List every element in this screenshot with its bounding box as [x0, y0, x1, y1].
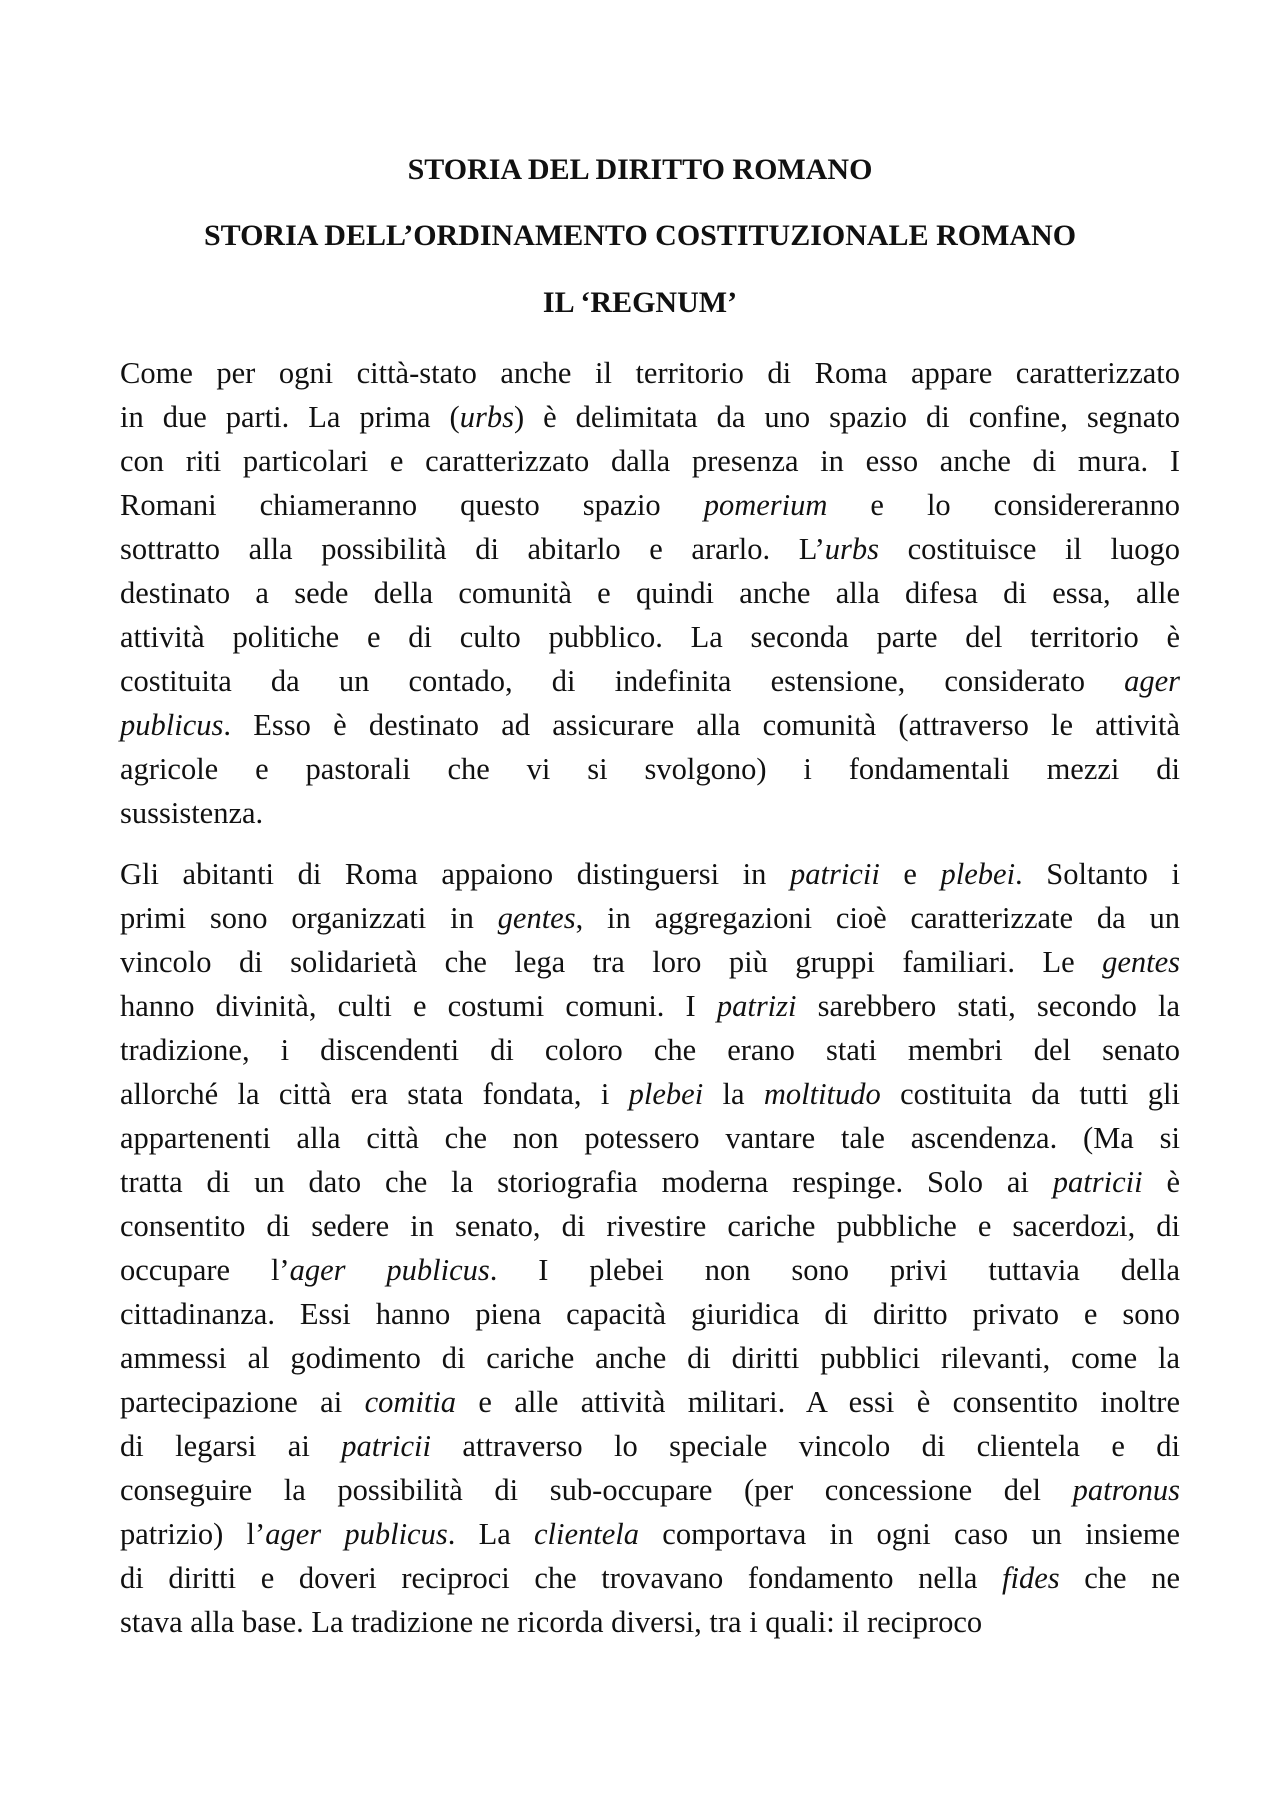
text-line: [120, 1248, 1180, 1292]
text-line: tradizione, i discendenti di coloro che erano stati membri del senato: [120, 1033, 1180, 1067]
text-segment: costituita da un contado, di indefinita estensione, considerato: [120, 664, 1125, 698]
text-segment: di legarsi ai: [120, 1429, 342, 1463]
italic-term: ager: [1124, 664, 1180, 698]
text-line: [120, 1556, 1180, 1600]
italic-term: gentes: [497, 901, 576, 935]
text-line: [120, 1468, 1180, 1512]
text-line: [120, 852, 1180, 896]
text-line: [120, 483, 1180, 527]
text-segment: e lo considereranno: [827, 488, 1180, 522]
italic-term: fides: [1002, 1561, 1060, 1595]
paragraph-inhabitants: [120, 852, 1180, 1644]
text-line: appartenenti alla città che non potessero vantare tale ascendenza. (Ma si: [120, 1121, 1180, 1155]
document-title: STORIA DEL DIRITTO ROMANO: [407, 153, 873, 186]
text-segment: e: [879, 857, 941, 891]
italic-term: urbs: [824, 532, 879, 566]
text-segment: e alle attività militari. A essi è consentito inoltre: [456, 1385, 1180, 1419]
text-line: cittadinanza. Essi hanno piena capacità giuridica di diritto privato e sono: [120, 1297, 1180, 1331]
italic-term: patrizi: [716, 989, 797, 1023]
text-segment: , in aggregazioni cioè caratterizzate da un: [575, 901, 1180, 935]
text-line: [120, 395, 1180, 439]
text-segment: vincolo di solidarietà che lega tra loro più gruppi familiari. Le: [120, 945, 1103, 979]
text-line: destinato a sede della comunità e quindi anche alla difesa di essa, alle: [120, 576, 1180, 610]
italic-term: plebei: [628, 1077, 704, 1111]
text-line: [120, 984, 1180, 1028]
text-line: [120, 659, 1180, 703]
text-segment: Romani chiameranno questo spazio: [120, 488, 704, 522]
text-line: [120, 703, 1180, 747]
text-segment: sarebbero stati, secondo la: [796, 989, 1180, 1023]
text-line: ammessi al godimento di cariche anche di diritti pubblici rilevanti, come la: [120, 1341, 1180, 1375]
text-line: consentito di sedere in senato, di rivestire cariche pubbliche e sacerdozi, di: [120, 1209, 1180, 1243]
italic-term: plebei: [940, 857, 1016, 891]
italic-term: pomerium: [703, 488, 828, 522]
text-segment: la: [703, 1077, 764, 1111]
text-segment: tratta di un dato che la storiografia moderna respinge. Solo ai: [120, 1165, 1053, 1199]
text-segment: . Esso è destinato ad assicurare alla comunità (attraverso le attività: [223, 708, 1180, 742]
italic-term: gentes: [1102, 945, 1180, 979]
text-line: [120, 527, 1180, 571]
italic-term: ager publicus: [289, 1253, 490, 1287]
italic-term: moltitudo: [763, 1077, 881, 1111]
text-segment: primi sono organizzati in: [120, 901, 498, 935]
italic-term: urbs: [459, 400, 514, 434]
italic-term: publicus: [120, 708, 224, 742]
text-line: [120, 1424, 1180, 1468]
text-segment: ) è delimitata da uno spazio di confine, segnato: [513, 400, 1180, 434]
text-segment: sottratto alla possibilità di abitarlo e ararlo. L’: [120, 532, 825, 566]
text-line: [120, 1072, 1180, 1116]
italic-term: patricii: [789, 857, 880, 891]
text-line: con riti particolari e caratterizzato dalla presenza in esso anche di mura. I: [120, 444, 1180, 478]
text-segment: di diritti e doveri reciproci che trovavano fondamento nella: [120, 1561, 1003, 1595]
text-segment: allorché la città era stata fondata, i: [120, 1077, 629, 1111]
text-segment: . Soltanto i: [1015, 857, 1180, 891]
paragraph-territory: [120, 351, 1180, 835]
italic-term: clientela: [534, 1517, 640, 1551]
text-segment: conseguire la possibilità di sub-occupare (per concessione del: [120, 1473, 1073, 1507]
section-heading: IL ‘REGNUM’: [542, 286, 738, 319]
body-text: [120, 351, 1180, 1644]
text-segment: attraverso lo speciale vincolo di clientela e di: [431, 1429, 1180, 1463]
text-line: agricole e pastorali che vi si svolgono) i fondamentali mezzi di: [120, 752, 1180, 786]
text-segment: costituita da tutti gli: [880, 1077, 1180, 1111]
text-segment: costituisce il luogo: [879, 532, 1180, 566]
text-line: [120, 896, 1180, 940]
italic-term: patronus: [1072, 1473, 1180, 1507]
text-line: [120, 1512, 1180, 1556]
italic-term: patricii: [341, 1429, 431, 1463]
text-line: [120, 1160, 1180, 1204]
text-segment: . La: [447, 1517, 535, 1551]
text-segment: Gli abitanti di Roma appaiono distinguersi in: [120, 857, 790, 891]
text-segment: è: [1142, 1165, 1180, 1199]
text-line: sussistenza.: [120, 796, 264, 830]
italic-term: ager publicus: [265, 1517, 448, 1551]
text-line: [120, 1380, 1180, 1424]
text-segment: che ne: [1059, 1561, 1180, 1595]
italic-term: patricii: [1052, 1165, 1143, 1199]
text-segment: in due parti. La prima (: [120, 400, 460, 434]
text-segment: partecipazione ai: [120, 1385, 365, 1419]
text-line: attività politiche e di culto pubblico. La seconda parte del territorio è: [120, 620, 1180, 654]
text-line: [120, 940, 1180, 984]
text-line: Come per ogni città-stato anche il territorio di Roma appare caratterizzato: [120, 356, 1180, 390]
text-segment: hanno divinità, culti e costumi comuni. I: [120, 989, 717, 1023]
text-segment: occupare l’: [120, 1253, 290, 1287]
italic-term: comitia: [364, 1385, 457, 1419]
text-segment: . I plebei non sono privi tuttavia della: [489, 1253, 1180, 1287]
text-segment: comportava in ogni caso un insieme: [639, 1517, 1180, 1551]
document-subtitle: STORIA DELL’ORDINAMENTO COSTITUZIONALE ROMANO: [203, 219, 1077, 252]
text-line: stava alla base. La tradizione ne ricorda diversi, tra i quali: il reciproco: [120, 1605, 983, 1639]
text-segment: patrizio) l’: [120, 1517, 266, 1551]
